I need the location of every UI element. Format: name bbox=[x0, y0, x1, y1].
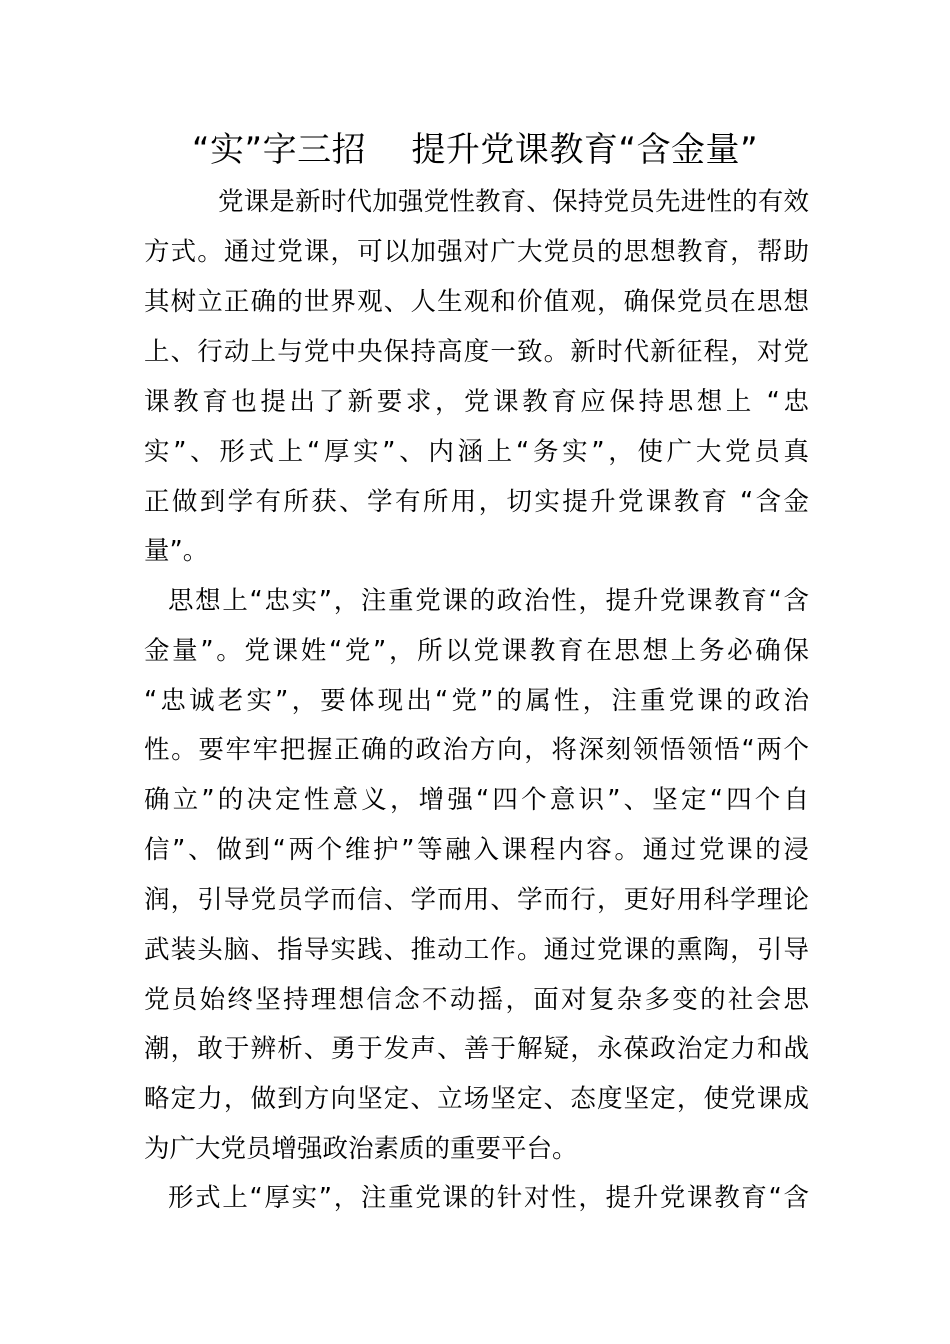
paragraph-line: 润，引导党员学而信、学而用、学而行，更好用科学理论 bbox=[144, 885, 809, 915]
paragraph-line: “忠诚老实”，要体现出“党”的属性，注重党课的政治 bbox=[144, 686, 809, 716]
paragraph-line: 实”、形式上“厚实”、内涵上“务实”，使广大党员真 bbox=[144, 437, 809, 467]
paragraph-line: 为广大党员增强政治素质的重要平台。 bbox=[144, 1134, 578, 1164]
paragraph-line: 其树立正确的世界观、人生观和价值观，确保党员在思想 bbox=[144, 287, 809, 317]
paragraph-line: 潮，敢于辨析、勇于发声、善于解疑，永葆政治定力和战 bbox=[144, 1034, 809, 1064]
paragraph-line: 课教育也提出了新要求，党课教育应保持思想上 “忠 bbox=[144, 387, 809, 417]
paragraph-line: 性。要牢牢把握正确的政治方向，将深刻领悟领悟“两个 bbox=[144, 735, 809, 765]
paragraph-line: 思想上“忠实”，注重党课的政治性，提升党课教育“含 bbox=[168, 586, 809, 616]
paragraph-line: 信”、做到“两个维护”等融入课程内容。通过党课的浸 bbox=[144, 835, 809, 865]
paragraph-line: 武装头脑、指导实践、推动工作。通过党课的熏陶，引导 bbox=[144, 935, 809, 965]
paragraph-line: 确立”的决定性意义，增强“四个意识”、坚定“四个自 bbox=[144, 785, 809, 815]
paragraph-line: 略定力，做到方向坚定、立场坚定、态度坚定，使党课成 bbox=[144, 1084, 809, 1114]
paragraph-line: 金量”。党课姓“党”，所以党课教育在思想上务必确保 bbox=[144, 636, 809, 666]
paragraph-line: 形式上“厚实”，注重党课的针对性，提升党课教育“含 bbox=[168, 1183, 809, 1213]
paragraph-line: 量”。 bbox=[144, 536, 209, 566]
paragraph-line: 正做到学有所获、学有所用，切实提升党课教育 “含金 bbox=[144, 487, 809, 517]
paragraph-line: 党课是新时代加强党性教育、保持党员先进性的有效 bbox=[218, 187, 809, 217]
paragraph-line: 上、行动上与党中央保持高度一致。新时代新征程，对党 bbox=[144, 337, 809, 367]
document-title: “实”字三招 提升党课教育“含金量” bbox=[191, 130, 759, 170]
paragraph-line: 党员始终坚持理想信念不动摇，面对复杂多变的社会思 bbox=[144, 985, 809, 1015]
paragraph-line: 方式。通过党课，可以加强对广大党员的思想教育，帮助 bbox=[144, 237, 809, 267]
